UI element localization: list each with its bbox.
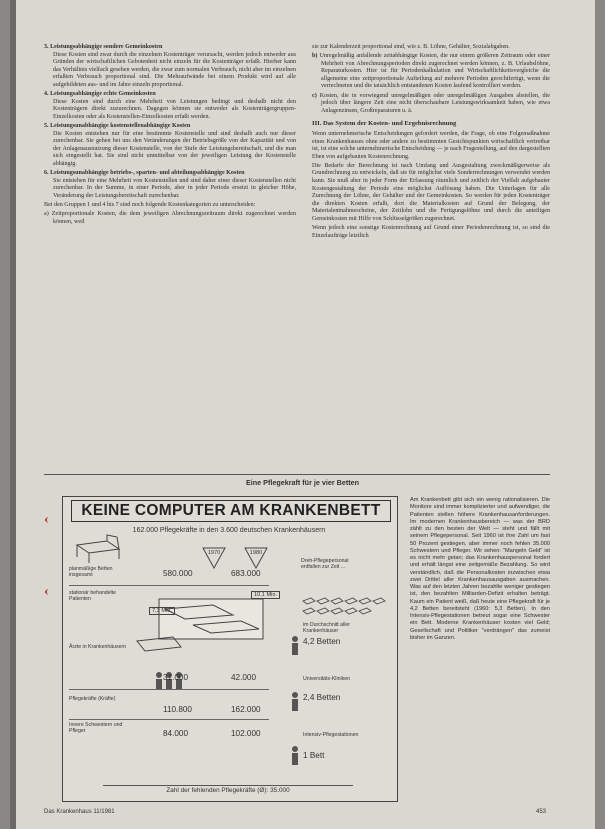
- section-title: III. Das System der Kosten- und Ergebnisrechnung: [312, 120, 457, 128]
- value-1980: 42.000: [231, 673, 257, 682]
- summary-paragraph: Bei den Gruppen 1 und 4 bis 7 sind noch folgende Kostenkategorien zu unterscheiden:: [44, 201, 256, 208]
- year-label: 1970: [207, 550, 221, 556]
- journal-footer: Das Krankenhaus 11/1981: [44, 809, 115, 815]
- nurse-figures-icon: [292, 636, 298, 765]
- year-label: 1980: [249, 550, 263, 556]
- row-label: stationär behandelte Patienten: [69, 590, 117, 602]
- red-bracket-mark-icon: ‹: [44, 584, 49, 599]
- side-text: Am Krankenbett gibt sich ein wenig rationalisieren. Die Monitore sind immer komplizierter und aufwendiger, die Patienten stellen höhere Krankenhausanforderungen. Im modernen Krankenhausbereich — was der BRD zählt zu den besten der Welt — steht und fällt mit seinem Pflegepersonal. Seit 1960 ist ihre Zahl um fast 50 Prozent gestiegen, aber immer noch fehlen 35.000 Schwestern und Pfleger. Wir sehen: "Mangeln Geld" ist es nicht mehr getan; das Krankenhauspersonal fordert und erhält längst eine zeitgemäße Bezahlung. So wird verständlich, daß die Personalkosten inzwischen etwa zwei Drittel aller Krankenhausausgaben ausmachen. Was auf den letzten Jahren bezahlte weniger gestiegen ist, den bezahlten Milliarden-Defizit erhalten beträgt. Kaum ein Patient weiß, daß heute eine Pflegekraft für je 4,2 Betten bereitsteht (1960: 5,3 Betten). In den Intensiv-Pflegestationen betreut sogar eine Schwester ein Bett. Moderne Krankenhäuser kosten viel Geld; Gesellschaft und Politiker "verdrängen" das zumeist bisher im Ganzen.: [410, 497, 550, 641]
- value-1970: 31.000: [163, 673, 189, 682]
- right-panel-label: im Durchschnitt aller Krankenhäuser: [303, 622, 350, 634]
- list-item: 4. Leistungsabhängige echte Gemeinkosten Diese Kosten sind durch eine Mehrheit von Leistungen bedingt und deshalb nicht den Kostenträgern direkt zuzurechnen. Dagegen können sie entweder als Kostenträgergruppen-Einzelkosten oder als Kostenstellen-Einzelkosten erfaßt werden.: [44, 91, 296, 120]
- red-bracket-mark-icon: ‹: [44, 512, 49, 527]
- right-panel-value: 2,4 Betten: [303, 693, 341, 702]
- list-item: a) Zeitproportionale Kosten, die dem jeweiligen Abrechnungszeitraum direkt zugerechnet werden können, weil: [44, 210, 296, 225]
- figure-caption: Eine Pflegekraft für je vier Betten: [245, 478, 360, 487]
- row-divider: [69, 719, 269, 720]
- list-item: 3. Leistungsabhängige sondere Gemeinkosten Diese Kosten sind zwar durch die einzelnen Kostenträger verursacht, werden jedoch entweder aus Gründen der wirtschaftlichen Gebotenheit nicht einzeln für die Kostenträger erfaßt. Hierher kann das Verhältnis vielfach gesehen werden, die zwar zum normalen Verbrauch, nicht aber im einzelnen erfaßten Verbrauch proportional sind. Die Mehraufwände bei einem Produkt wird auf alle aufgebildeten aus- und im Jahre einzeln proportional.: [44, 44, 296, 88]
- row-label: planmäßige Betten insgesamt: [69, 566, 113, 578]
- list-item: c) Kosten, die in vorwiegend unregelmäßigen oder unregelmäßigen Ausgaben abstellen, die jedoch über längere Zeit eine nicht überschaubare Leistungswirksamkeit haben, wie etwa Anlagenzinsen, Großreparaturen u. ä.: [312, 92, 550, 114]
- row-label: Ärzte in Krankenhäusern: [69, 644, 127, 650]
- paragraph: Wenn unternehmerische Entscheidungen gefordert werden, die Frage, ob eine Folgemaßnahme eines Krankenhauses ohne oder andere zu bestimmten Gesichtspunkten wirtschaftlich vertretbar ist, ist eine solche unternehmerische Entscheidung — je nach Fragestellung, auf den dargestellten Eben von aufgebauten Kostenrechnung.: [312, 130, 550, 160]
- bed-row-icons: [303, 598, 385, 614]
- value-1970: 84.000: [163, 729, 189, 738]
- continued-paragraph: sie zur Kalenderzeit proportional sind, wie z. B. Löhne, Gehälter, Sozialabgaben.: [312, 44, 510, 50]
- list-item: b) Unregelmäßig anfallende zeitabhängige Kosten, die nur einem größeren Zeitraum oder einer Mehrheit von Abrechnungsperioden direkt zugerechnet werden können, z. B. Urlaubslöhne, Reparaturkosten. Hier ist für Periodenkalkulation und Wirtschaftlichkeitsvergleiche die allgemeine eine zeitproportionale Aufteilung auf mehrere Perioden gerechtfertigt, wenn die verrechneten und die tatsächlich entstandenen Kosten laufend kontrolliert werden.: [312, 53, 550, 90]
- right-column: [312, 44, 550, 242]
- right-panel-label: Intensiv-Pflegestationen: [303, 732, 359, 738]
- value-1980: 162.000: [231, 705, 261, 714]
- infographic-footer: Zahl der fehlenden Pflegekräfte (Ø): 35.000: [103, 785, 353, 796]
- page-number: 453: [536, 809, 547, 815]
- bed-icon: [77, 535, 119, 563]
- row-divider: [69, 689, 269, 690]
- paragraph: Die Bedarfe der Berechnung ist nach Umfang und Ausgestaltung zweckmäßigerweise als Grundrechnung zu entwickeln, daß sie für möglichst viele Sonderrechnungen verwendet werden kann. Sie muß aber in jeder Form der Erfassung räumlich und zeitlich der Vielfalt aufgebauter Kostengestaltung der Periode eine möglichst Auflösung haben. Die Unterlagen für alle Zurechnung der Löhne, der Gehälter und der Gemeinkosten. So werden für jeden Kostenträger die direkten Kosten erfaßt, dort die Materialkosten auf Grund der Belegung, der Materialentnahmescheine, der Zeitlohn und die Fertigungslöhne und durch die anteiligen Gemeinkosten mit Hilfe von Schlüsselgrößen zugerechnet.: [312, 162, 550, 222]
- list-item: 5. Leistungsunabhängige kostenstellenabhängige Kosten Die Kosten entstehen nur für eine bestimmte Kostenstelle und sind deshalb auch nur dieser zurechenbar. Sie gehen bei uns den Veränderungen der Betriebsgröße von der Kapazität und von der Anlagenausnutzung dieser Kostenstelle, von der Stufe der Leistungsbereitschaft, und die man sich eingestellt hat. Sie sind nicht unmittelbar von der jeweiligen Leistung der Kostenstelle abhängig.: [44, 122, 296, 167]
- value-1980: 102.000: [231, 729, 261, 738]
- divider: [44, 474, 550, 475]
- right-panel-value: 4,2 Betten: [303, 637, 341, 646]
- paragraph: Wenn jedoch eine sonstige Kostenrechnung auf Grund einer Periodenrechnung ist, so sind die Einzelaufträge letztlich: [312, 225, 550, 239]
- left-column: [44, 44, 296, 228]
- infographic-subhead: 162.000 Pflegekräfte in den 3.600 deutschen Krankenhäusern: [132, 527, 326, 534]
- value-1970: 7,3 Mio.: [149, 607, 175, 615]
- page-binding-edge: [10, 0, 16, 829]
- value-1980: 10,1 Mio.: [251, 591, 280, 599]
- right-panel-label: Universitäts-Kliniken: [303, 676, 350, 682]
- row-label: Pflegekräfte (Kräfte): [69, 696, 116, 702]
- row-label: Innere Schwestern und Pfleger: [69, 722, 123, 734]
- row-divider: [69, 585, 269, 586]
- value-1970: 580.000: [163, 569, 193, 578]
- right-panel-value: 1 Bett: [303, 751, 325, 760]
- right-panel-title: Dreh-Pflegepersonal entfallen zur Zeit ...: [301, 558, 349, 570]
- value-1970: 110.800: [163, 705, 192, 714]
- value-1980: 683.000: [231, 569, 261, 578]
- list-item: 6. Leistungsunabhängige betriebs-, sparten- und abteilungsabhängige Kosten Sie entstehen für eine Mehrheit von Kostenstellen und sind daher einer dieser Kostenstellen nicht zurechenbar. In der Summe, in einer Periode, aber in jeder Periode ersetzt in gleicher Höhe, Veränderung der Leistungsbereitschaft zurechenbar.: [44, 170, 296, 199]
- infographic-headline: KEINE COMPUTER AM KRANKENBETT: [71, 500, 391, 522]
- infographic: [62, 496, 398, 802]
